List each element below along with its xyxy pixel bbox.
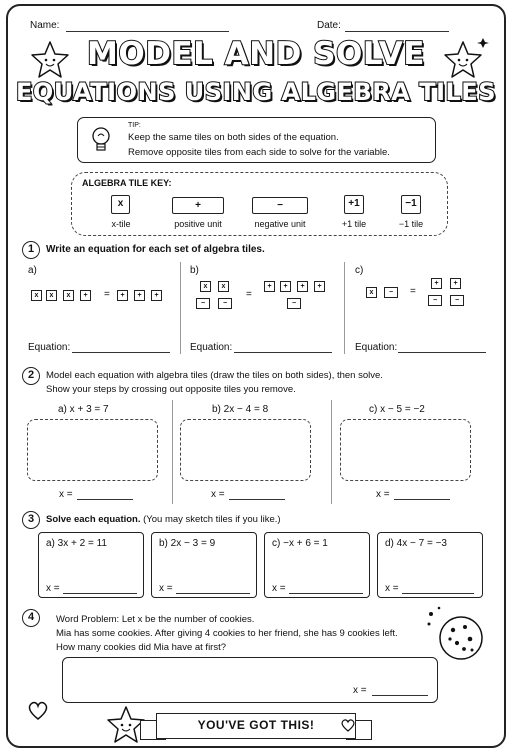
s3-answer-label-a: x = — [46, 583, 60, 594]
s3-answer-line-d[interactable] — [402, 593, 474, 594]
section4-line1: Word Problem: Let x be the number of cookies. — [56, 614, 255, 625]
s2-work-box-b[interactable] — [180, 419, 311, 481]
equals-sign: = — [246, 289, 252, 300]
negative-tile: − — [450, 295, 464, 306]
positive-tile: + — [450, 278, 461, 289]
negative-tile: − — [428, 295, 442, 306]
key-positive-caption: positive unit — [174, 219, 222, 229]
part-a-answer-line[interactable] — [72, 352, 170, 353]
key-negative-tile: − — [252, 197, 308, 214]
divider — [172, 400, 173, 504]
s3-answer-label-c: x = — [272, 583, 286, 594]
lightbulb-icon — [90, 126, 112, 156]
s4-answer-label: x = — [353, 685, 367, 696]
s3-problem-d: d) 4x − 7 = −3 — [385, 538, 447, 549]
key-plus-one-caption: +1 tile — [341, 219, 367, 229]
key-positive-tile: + — [172, 197, 224, 214]
key-x-caption: x-tile — [111, 219, 131, 229]
section4-line2: Mia has some cookies. After giving 4 cookies to her friend, she has 9 cookies left. — [56, 628, 398, 639]
s3-problem-c: c) −x + 6 = 1 — [272, 538, 328, 549]
part-a-equation-label: Equation: — [28, 342, 71, 353]
s3-answer-label-b: x = — [159, 583, 173, 594]
x-tile: x — [46, 290, 57, 301]
key-minus-one-caption: −1 tile — [398, 219, 424, 229]
s2-problem-b: b) 2x − 4 = 8 — [212, 404, 269, 415]
s3-problem-a: a) 3x + 2 = 11 — [46, 538, 107, 549]
s2-answer-line-a[interactable] — [77, 499, 133, 500]
negative-tile: − — [384, 287, 398, 298]
name-field[interactable] — [66, 31, 229, 32]
x-tile: x — [218, 281, 229, 292]
positive-tile: + — [151, 290, 162, 301]
title-line1: MODEL AND SOLVE — [87, 36, 425, 72]
name-label: Name: — [30, 20, 60, 31]
section3-instruction-rest: (You may sketch tiles if you like.) — [143, 514, 281, 525]
s2-answer-line-b[interactable] — [229, 499, 285, 500]
section3-instruction-bold: Solve each equation. — [46, 514, 141, 525]
section4-number: 4 — [22, 609, 40, 627]
section1-number: 1 — [22, 241, 40, 259]
positive-tile: + — [134, 290, 145, 301]
positive-tile: + — [117, 290, 128, 301]
key-x-tile: x — [111, 195, 130, 214]
part-b-equation-label: Equation: — [190, 342, 233, 353]
s3-answer-label-d: x = — [385, 583, 399, 594]
positive-tile: + — [431, 278, 442, 289]
x-tile: x — [31, 290, 42, 301]
positive-tile: + — [280, 281, 291, 292]
section3-number: 3 — [22, 511, 40, 529]
tip-line1: Keep the same tiles on both sides of the equation. — [128, 132, 339, 143]
section1-instruction: Write an equation for each set of algebra tiles. — [46, 244, 265, 255]
cookie-icon — [437, 612, 487, 662]
s3-answer-line-b[interactable] — [176, 593, 250, 594]
section4-line3: How many cookies did Mia have at first? — [56, 642, 227, 653]
negative-tile: − — [287, 298, 301, 309]
section2-instruction-line2: Show your steps by crossing out opposite tiles you remove. — [46, 384, 296, 395]
part-b-answer-line[interactable] — [234, 352, 332, 353]
title-line2: EQUATIONS USING ALGEBRA TILES — [16, 78, 496, 106]
part-c-letter: c) — [355, 265, 364, 276]
tip-line2: Remove opposite tiles from each side to solve for the variable. — [128, 147, 390, 158]
s2-problem-c: c) x − 5 = −2 — [369, 404, 425, 415]
heart-left-icon — [27, 701, 49, 721]
x-tile: x — [200, 281, 211, 292]
divider — [344, 262, 345, 354]
word-problem-box[interactable] — [62, 657, 438, 703]
key-negative-caption: negative unit — [254, 219, 306, 229]
positive-tile: + — [80, 290, 91, 301]
s2-answer-line-c[interactable] — [394, 499, 450, 500]
part-a-letter: a) — [28, 265, 37, 276]
s2-answer-label-b: x = — [211, 489, 225, 500]
s2-answer-label-a: x = — [59, 489, 73, 500]
part-b-letter: b) — [190, 265, 199, 276]
tile-key-title: ALGEBRA TILE KEY: — [82, 178, 172, 188]
part-c-answer-line[interactable] — [398, 352, 486, 353]
heart-ribbon-icon — [340, 718, 356, 733]
s3-answer-line-c[interactable] — [289, 593, 363, 594]
s2-work-box-a[interactable] — [27, 419, 158, 481]
section3-instruction — [46, 514, 281, 525]
s2-work-box-c[interactable] — [340, 419, 471, 481]
negative-tile: − — [196, 298, 210, 309]
s2-answer-label-c: x = — [376, 489, 390, 500]
equals-sign: = — [104, 289, 110, 300]
s3-answer-line-a[interactable] — [63, 593, 137, 594]
equals-sign: = — [410, 286, 416, 297]
x-tile: x — [63, 290, 74, 301]
negative-tile: − — [218, 298, 232, 309]
positive-tile: + — [314, 281, 325, 292]
s3-problem-b: b) 2x − 3 = 9 — [159, 538, 216, 549]
divider — [180, 262, 181, 354]
footer-banner: YOU'VE GOT THIS! — [156, 713, 356, 739]
section2-number: 2 — [22, 367, 40, 385]
x-tile: x — [366, 287, 377, 298]
date-label: Date: — [317, 20, 341, 31]
tip-label: TIP: — [128, 122, 141, 129]
divider — [331, 400, 332, 504]
s2-problem-a: a) x + 3 = 7 — [58, 404, 109, 415]
positive-tile: + — [297, 281, 308, 292]
key-minus-one-tile: −1 — [401, 195, 421, 214]
part-c-equation-label: Equation: — [355, 342, 398, 353]
date-field[interactable] — [345, 31, 449, 32]
key-plus-one-tile: +1 — [344, 195, 364, 214]
positive-tile: + — [264, 281, 275, 292]
s4-answer-line[interactable] — [372, 695, 428, 696]
section2-instruction-line1: Model each equation with algebra tiles (draw the tiles on both sides), then solve. — [46, 370, 383, 381]
